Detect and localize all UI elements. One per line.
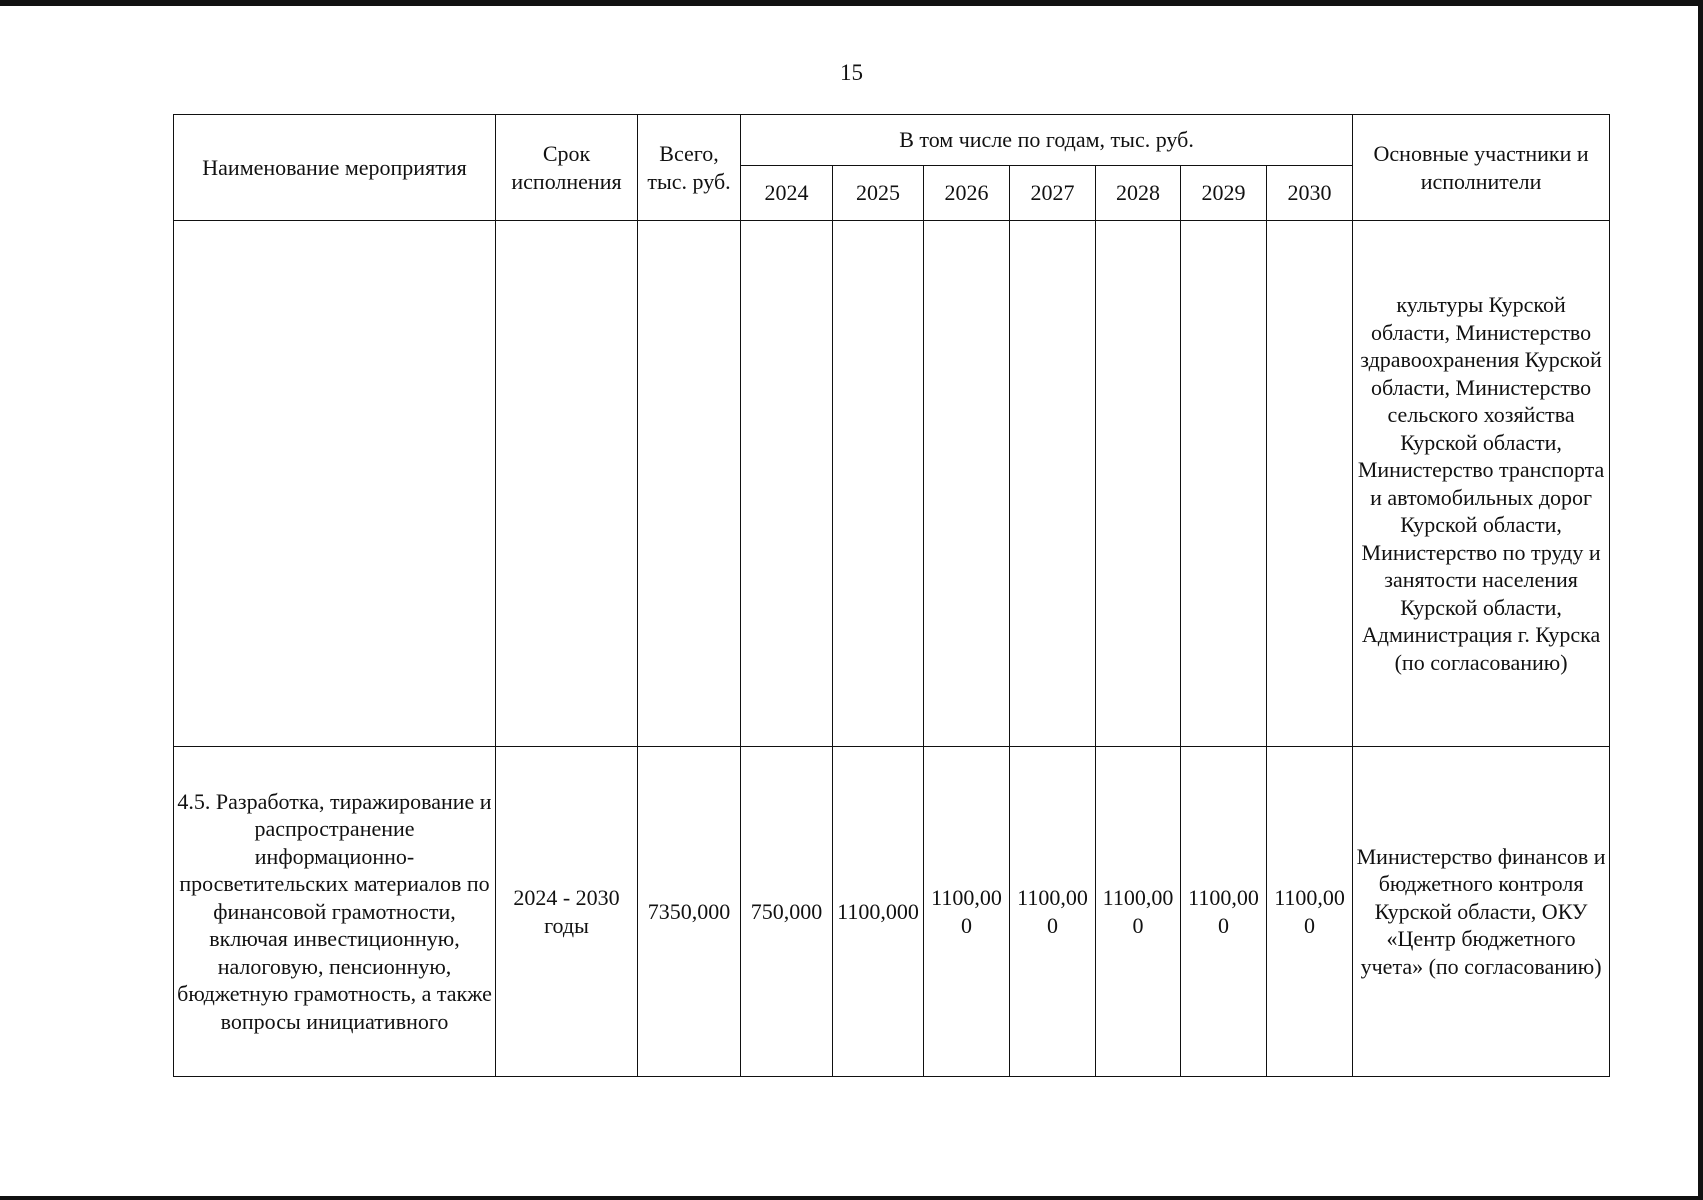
header-term: Срок исполнения: [496, 115, 638, 221]
header-name: Наименование мероприятия: [174, 115, 496, 221]
year-value-cell: [1010, 221, 1096, 747]
year-value-cell: 1100,000: [1010, 747, 1096, 1077]
participants-cell: культуры Курской области, Министерство здравоохранения Курской области, Министерство сельского хозяйства Курской области, Министерство транспорта и автомобильных дорог Курской области, Министерство по труду и занятости населения Курской области, Администрация г. Курска (по согласованию): [1353, 221, 1610, 747]
header-year: 2025: [833, 166, 924, 221]
year-value-cell: [833, 221, 924, 747]
year-value-cell: 750,000: [741, 747, 833, 1077]
activities-table: [173, 114, 1610, 1077]
table-row: [174, 747, 1610, 1077]
header-year: 2029: [1181, 166, 1267, 221]
year-value-cell: 1100,000: [1181, 747, 1267, 1077]
year-value-cell: 1100,000: [1267, 747, 1353, 1077]
year-value-cell: 1100,000: [1096, 747, 1181, 1077]
year-value-cell: [741, 221, 833, 747]
header-year: 2026: [924, 166, 1010, 221]
page-border-bottom: [0, 1196, 1703, 1200]
header-year: 2024: [741, 166, 833, 221]
header-participants: Основные участники и исполнители: [1353, 115, 1610, 221]
table-row: [174, 221, 1610, 747]
term-cell: 2024 - 2030 годы: [496, 747, 638, 1077]
year-value-cell: [924, 221, 1010, 747]
header-year: 2030: [1267, 166, 1353, 221]
page-number: 15: [840, 60, 863, 85]
header-row: [174, 115, 1610, 166]
total-cell: 7350,000: [638, 747, 741, 1077]
participants-cell: Министерство финансов и бюджетного контроля Курской области, ОКУ «Центр бюджетного учета» (по согласованию): [1353, 747, 1610, 1077]
year-value-cell: [1267, 221, 1353, 747]
year-value-cell: 1100,000: [924, 747, 1010, 1077]
page-border-right: [1698, 0, 1703, 1200]
year-value-cell: [1181, 221, 1267, 747]
year-value-cell: [1096, 221, 1181, 747]
activity-name-cell: 4.5. Разработка, тиражирование и распространение информационно-просветительских материалов по финансовой грамотности, включая инвестиционную, налоговую, пенсионную, бюджетную грамотность, а также вопросы инициативного: [174, 747, 496, 1077]
year-value-cell: 1100,000: [833, 747, 924, 1077]
term-cell: [496, 221, 638, 747]
header-year: 2028: [1096, 166, 1181, 221]
header-by-years: В том числе по годам, тыс. руб.: [741, 115, 1353, 166]
page-border-top: [0, 0, 1703, 6]
header-total: Всего, тыс. руб.: [638, 115, 741, 221]
activity-name-cell: [174, 221, 496, 747]
header-year: 2027: [1010, 166, 1096, 221]
total-cell: [638, 221, 741, 747]
